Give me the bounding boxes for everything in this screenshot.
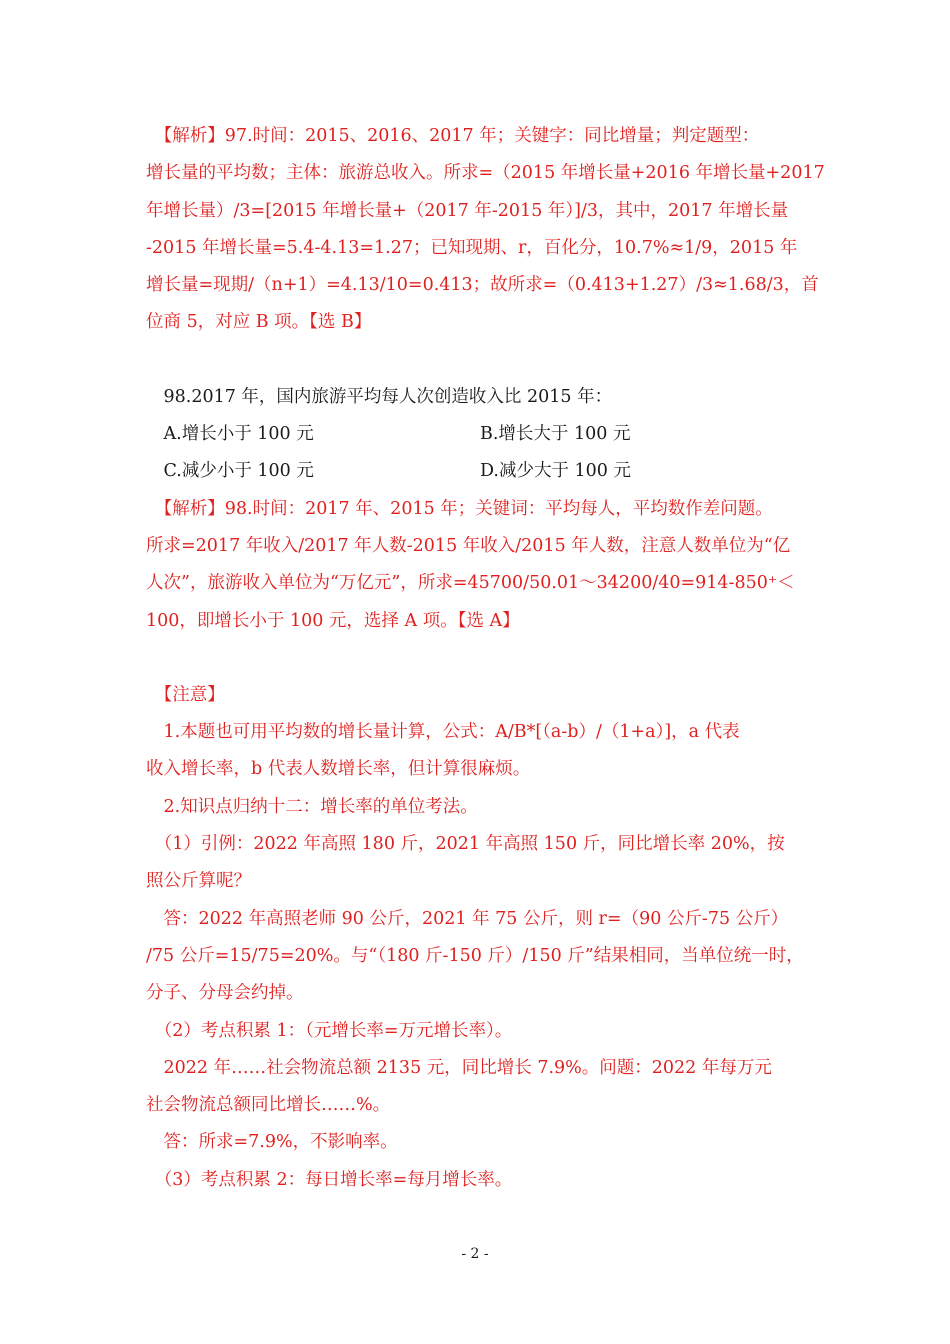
analysis-line: 100，即增长小于 100 元，选择 A 项。【选 A】 [146, 610, 520, 631]
analysis-line: 人次”，旅游收入单位为“万亿元”，所求=45700/50.01～34200/40=914-850⁺＜ [146, 573, 795, 594]
analysis-line: 年增长量）/3=[2015 年增长量+（2017 年-2015 年）]/3，其中，2017 年增长量 [146, 200, 789, 221]
note-line: （1）引例：2022 年高照 180 斤，2021 年高照 150 斤，同比增长率 20%，按 [146, 834, 785, 855]
note-line: 答：所求=7.9%，不影响率。 [146, 1132, 398, 1153]
note-line: 2.知识点归纳十二：增长率的单位考法。 [146, 796, 478, 817]
analysis-97 [146, 118, 825, 342]
analysis-line: 增长量的平均数；主体：旅游总收入。所求=（2015 年增长量+2016 年增长量+2017 [146, 163, 825, 184]
note-line: 2022 年……社会物流总额 2135 元，同比增长 7.9%。问题：2022 年每万元 [146, 1057, 772, 1078]
option-d: D.减少大于 100 元 [480, 461, 631, 482]
note-line: 1.本题也可用平均数的增长量计算，公式：A/B*[（a-b）/（1+a）]，a 代表 [146, 722, 740, 743]
page-number: - 2 - [461, 1246, 489, 1262]
analysis-line: -2015 年增长量=5.4-4.13=1.27；已知现期、r，百化分，10.7%≈1/9，2015 年 [146, 237, 798, 258]
note-line: 答：2022 年高照老师 90 公斤，2021 年 75 公斤，则 r=（90 公斤-75 公斤） [146, 908, 789, 929]
analysis-line: 【解析】97.时间：2015、2016、2017 年；关键字：同比增量；判定题型： [146, 126, 760, 146]
analysis-line: 位商 5，对应 B 项。【选 B】 [146, 312, 372, 333]
note-line: 分子、分母会约掉。 [146, 983, 304, 1004]
note-line: 收入增长率，b 代表人数增长率，但计算很麻烦。 [146, 759, 531, 780]
analysis-98 [146, 491, 810, 640]
page-content [146, 118, 825, 1199]
question-stem: 98.2017 年，国内旅游平均每人次创造收入比 2015 年： [146, 386, 613, 407]
option-b: B.增长大于 100 元 [480, 424, 631, 445]
spacer [146, 640, 810, 677]
notes-heading: 【注意】 [146, 684, 225, 705]
options-row [146, 416, 810, 453]
note-line: （2）考点积累 1：（元增长率=万元增长率）。 [146, 1020, 513, 1041]
analysis-line: 所求=2017 年收入/2017 年人数-2015 年收入/2015 年人数，注意人数单位为“亿 [146, 535, 791, 556]
analysis-line: 【解析】98.时间：2017 年、2015 年；关键词：平均每人，平均数作差问题。 [146, 498, 773, 519]
note-line: 照公斤算呢？ [146, 871, 251, 892]
option-c: C.减少小于 100 元 [146, 461, 314, 482]
question-98 [146, 379, 810, 491]
note-line: 社会物流总额同比增长……%。 [146, 1095, 391, 1116]
analysis-line: 增长量=现期/（n+1）=4.13/10=0.413；故所求=（0.413+1.27）/3≈1.68/3，首 [146, 275, 819, 296]
note-line: （3）考点积累 2：每日增长率=每月增长率。 [146, 1169, 513, 1190]
option-a: A.增长小于 100 元 [146, 424, 314, 445]
options-row [146, 453, 810, 490]
notes-section [146, 677, 810, 1199]
spacer [146, 342, 810, 379]
note-line: /75 公斤=15/75=20%。与“（180 斤-150 斤）/150 斤”结果相同，当单位统一时， [146, 945, 804, 966]
